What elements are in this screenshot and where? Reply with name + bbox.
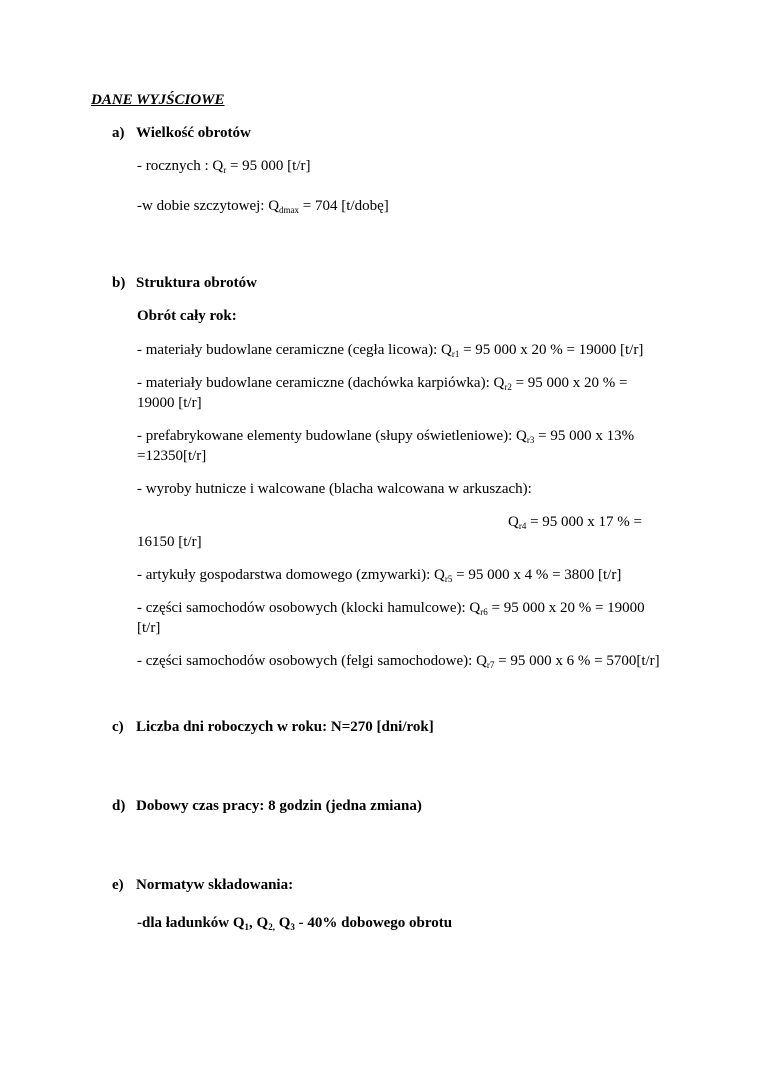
section-e-label: e) xyxy=(112,877,124,893)
section-c-text: Liczba dni roboczych w roku: N=270 [dni/rok] xyxy=(136,719,434,735)
structure-item-5: - artykuły gospodarstwa domowego (zmywarki): $Q_{r5} = 95$ 000 x 4 % = 3800 [t/r] xyxy=(137,567,622,584)
section-d-label: d) xyxy=(112,798,126,814)
section-c-label: c) xyxy=(112,719,124,735)
structure-item-4: - wyroby hutnicze i walcowane (blacha walcowana w arkuszach): xyxy=(137,481,532,497)
section-a-title: Wielkość obrotów xyxy=(136,125,251,141)
annual-turnover-line: - rocznych : $Q_r = 95$ 000 [t/r] xyxy=(137,158,311,175)
section-c xyxy=(112,717,434,737)
structure-item-4-cont: 16150 [t/r] xyxy=(137,534,202,550)
section-a-heading xyxy=(112,123,251,143)
storage-norm-line: -dla ładunków $Q_1$, $Q_{2,}$ $Q_3 - 40\%$ dobowego obrotu xyxy=(137,915,453,932)
document-title: DANE WYJŚCIOWE xyxy=(91,92,225,108)
structure-item-7: - części samochodów osobowych (felgi samochodowe): $Q_{r7} = 95$ 000 x 6 % = 5700[t/r] xyxy=(137,653,660,670)
structure-item-6-cont: [t/r] xyxy=(137,620,161,636)
section-b-subheading: Obrót cały rok: xyxy=(137,308,237,324)
section-a-label: a) xyxy=(112,125,125,141)
structure-item-2: - materiały budowlane ceramiczne (dachówka karpiówka): $Q_{r2} = 95$ 000 x 20 % = xyxy=(137,375,628,392)
section-b-label: b) xyxy=(112,275,126,291)
section-b-title: Struktura obrotów xyxy=(136,275,257,291)
section-d xyxy=(112,796,422,816)
structure-item-3-cont: =12350[t/r] xyxy=(137,448,207,464)
section-e-heading xyxy=(112,875,293,895)
structure-item-6: - części samochodów osobowych (klocki hamulcowe): $Q_{r6} = 95$ 000 x 20 % = 19000 xyxy=(137,600,645,617)
structure-item-1: - materiały budowlane ceramiczne (cegła licowa): $Q_{r1} = 95$ 000 x 20 % = 19000 [t/r] xyxy=(137,342,644,359)
structure-item-3: - prefabrykowane elementy budowlane (słupy oświetleniowe): $Q_{r3} = 95$ 000 x 13% xyxy=(137,428,635,445)
section-b-heading xyxy=(112,273,257,293)
section-d-text: Dobowy czas pracy: 8 godzin (jedna zmiana) xyxy=(136,798,422,814)
peak-turnover-line: -w dobie szczytowej: $Q_{dmax} = 704$ [t/dobę] xyxy=(137,198,389,215)
structure-item-4-formula: $Q_{r4} = 95$ 000 x 17 % = xyxy=(508,514,643,531)
structure-item-2-cont: 19000 [t/r] xyxy=(137,395,202,411)
section-e-title: Normatyw składowania: xyxy=(136,877,294,893)
